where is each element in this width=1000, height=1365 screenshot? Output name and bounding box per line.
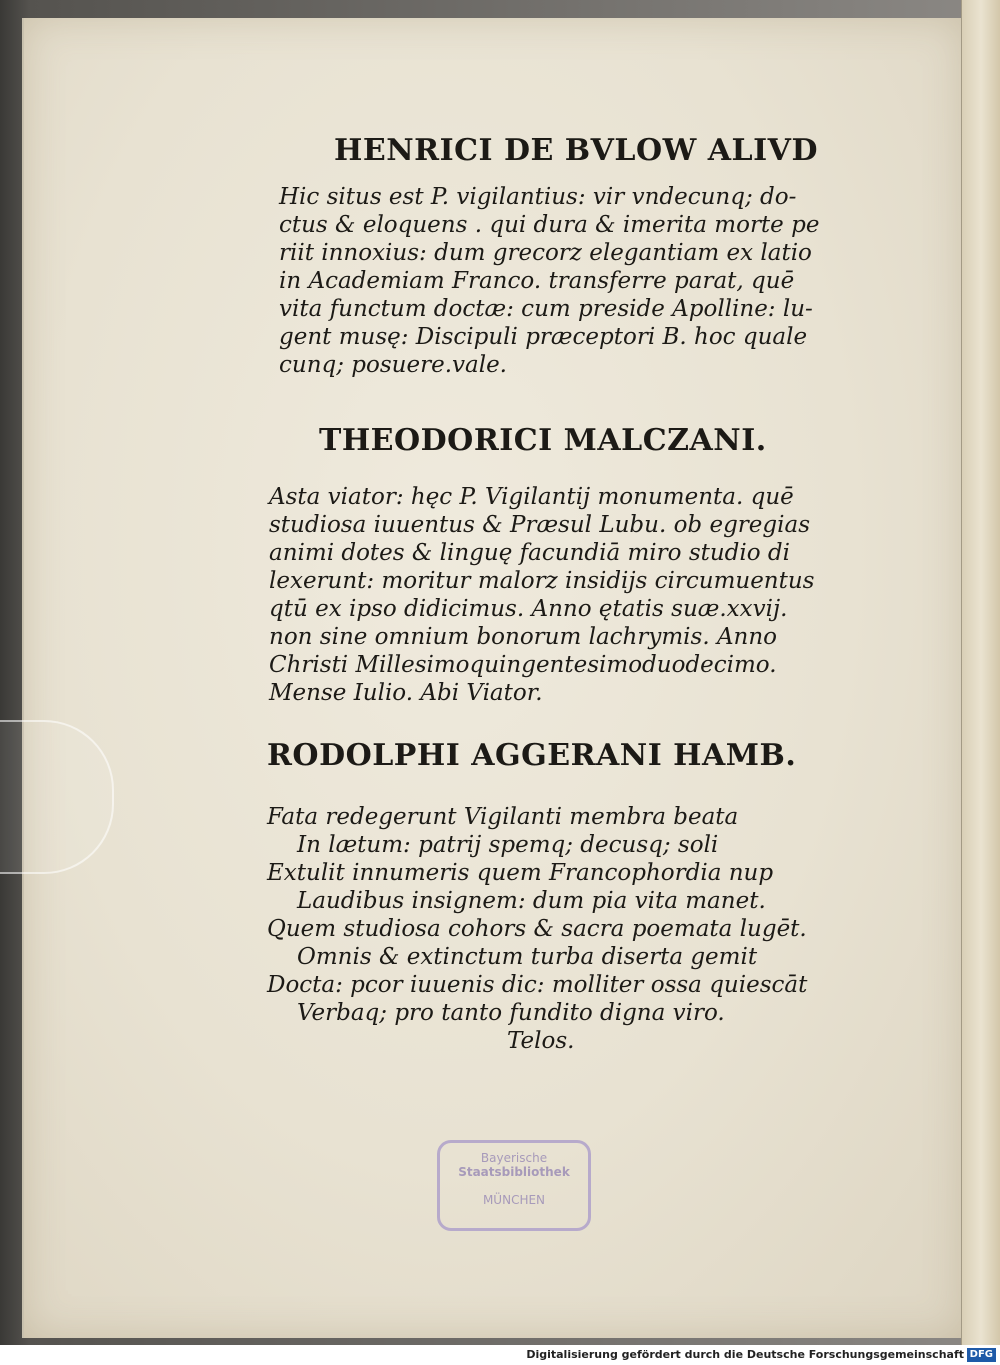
poem-line: Docta: pcor iuuenis dic: molliter ossa quiescāt [267,972,808,998]
stamp-line: Bayerische [480,1151,548,1165]
text-line: in Academiam Franco. transferre parat, quē [279,268,795,294]
text-line: Mense Iulio. Abi Viator. [269,680,543,706]
poem [267,803,807,1055]
text-line: animi dotes & linguę facundiā miro studio di [269,540,790,566]
poem-line: In lætum: patrij spemq; decusq; soli [297,832,719,858]
footer-credit: Digitalisierung gefördert durch die Deutsche Forschungsgemeinschaft [526,1348,964,1361]
poem-line: Verbaq; pro tanto fundito digna viro. [297,1000,725,1026]
text-line: Asta viator: hęc P. Vigilantij monumenta. quē [269,484,794,510]
text-line: riit innoxius: dum grecorz elegantiam ex latio [279,240,812,266]
poem-line: Extulit innumeris quem Francophordia nup [267,860,774,886]
text-line: Christi Millesimoquingentesimoduodecimo. [269,652,777,678]
text-line: lexerunt: moritur malorz insidijs circumuentus [269,568,815,594]
poem-end: Telos. [507,1028,575,1054]
text-line: Hic situs est P. vigilantius: vir vndecunq; do- [279,184,797,210]
next-page-edge [961,0,1000,1345]
text-line: gent musę: Discipuli præceptori B. hoc quale [279,324,808,350]
text-line: studiosa iuuentus & Præsul Lubu. ob egregias [269,512,811,538]
text-line: non sine omnium bonorum lachrymis. Anno [269,624,778,650]
library-stamp [437,1140,591,1231]
text-line: vita functum doctæ: cum preside Apolline: lu- [279,296,813,322]
text-line: qtū ex ipso didicimus. Anno ętatis suæ.xxvij. [269,596,788,622]
paragraph-theodorici [269,483,814,707]
text-line: ctus & eloquens . qui dura & imerita morte pe [279,212,820,238]
poem-line: Laudibus insignem: dum pia vita manet. [297,888,766,914]
text-line: cunq; posuere.vale. [279,352,507,378]
heading-rodolphi: RODOLPHI AGGERANI HAMB. [267,738,797,773]
heading-henrici: HENRICI DE BVLOW ALIVD [334,133,818,168]
stamp-line: Staatsbibliothek [458,1165,570,1179]
poem-line: Omnis & extinctum turba diserta gemit [297,944,758,970]
dfg-logo: DFG [967,1348,996,1362]
poem-line: Fata redegerunt Vigilanti membra beata [267,804,739,830]
digitization-footer [0,1345,1000,1365]
paragraph-henrici [279,183,819,379]
heading-theodorici: THEODORICI MALCZANI. [319,423,767,458]
poem-line: Quem studiosa cohors & sacra poemata lugēt. [267,916,807,942]
stamp-line: MÜNCHEN [482,1193,546,1207]
